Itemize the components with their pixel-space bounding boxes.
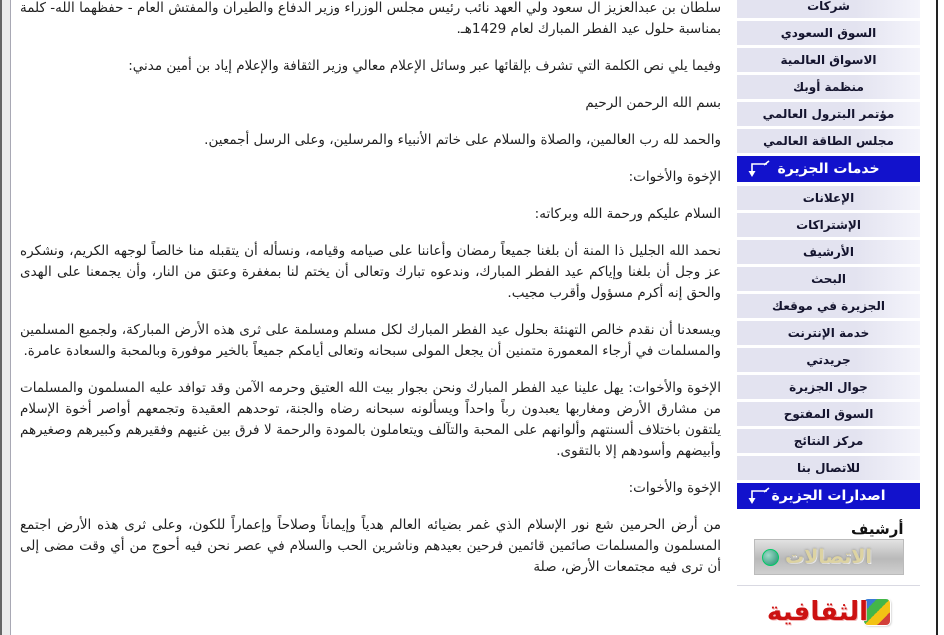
telecom-archive-logo[interactable]	[754, 521, 904, 575]
article-paragraph: ويسعدنا أن نقدم خالص التهنئة بحلول عيد الفطر المبارك لكل مسلم ومسلمة على ثرى هذه الأرض المباركة، ولجميع المسلمين والمسلمات في أرجاء المعمورة متمنين أن يجعل المولى سبحانه وتعالى أيامكم جميعاً بالخير موفورة وبالمحبة والسعادة عامرة.	[20, 322, 721, 359]
article-body	[20, 0, 721, 594]
article-paragraph: من أرض الحرمين شع نور الإسلام الذي غمر بضيائه العالم هدياً وإيماناً وصلاحاً وإعماراً للكون، وعلى ثرى هذه الأرض اجتمع المسلمون والمسلمات صائمين قائمين فرحين بعيدهم وناشرين الحب والسلام في عصر نحن فيه أحوج من أي وقت مضى إلى أن ترى فيه مجتمعات الأرض، صلة	[20, 517, 721, 575]
article-paragraph: وفيما يلي نص الكلمة التي تشرف بإلقائها عبر وسائل الإعلام معالي وزير الثقافة والإعلام إياد بن أمين مدني:	[128, 58, 721, 74]
article-paragraph: الإخوة والأخوات: يهل علينا عيد الفطر المبارك ونحن بجوار بيت الله العتيق وحرمه الآمن وقد توافد عليه المسلمون والمسلمات من مشارق الأرض ومغاربها يعبدون رباً واحداً ويسألونه سبحانه رضاه والجنة، توحدهم العقيدة وتجمعهم أواصر أخوة الإسلام يلتقون باختلاف ألسنتهم وألوانهم على المحبة والتآلف ويتعاملون بالمودة والرحمة لا فرق بين غنيهم وفقيرهم وكبيرهم وصغيرهم وأبيضهم وأسودهم إلا بالتقوى.	[20, 380, 721, 459]
telecom-archive-title: أرشيف	[850, 520, 904, 538]
culture-logo-wordmark: الثقافية	[766, 597, 869, 627]
article-paragraph: السلام عليكم ورحمة الله وبركاته:	[534, 206, 721, 222]
corner-down-arrow-icon	[744, 487, 770, 505]
sidebar-nav-item[interactable]: خدمة الإنترنت	[737, 321, 920, 345]
sidebar-nav-item[interactable]: مؤتمر البترول العالمي	[737, 102, 920, 126]
article-paragraph: نحمد الله الجليل ذا المنة أن بلغنا جميعاً رمضان وأعاننا على صيامه وقيامه، ونسأله أن يتقبله منا خالصاً لوجهه الكريم، ونشكره عز وجل أن بلغنا وإياكم عيد الفطر المبارك، وندعوه تبارك وتعالى أن يختم لنا بمغفرة وعتق من النار، وأن يجمعنا على الهدى والحق إنه أكرم مسؤول وأقرب مجيب.	[20, 243, 721, 301]
article-paragraph: بسم الله الرحمن الرحيم	[585, 95, 721, 111]
sidebar-nav-item[interactable]: السوق السعودي	[737, 21, 920, 45]
sidebar	[737, 0, 920, 626]
sidebar-logo-divider	[737, 585, 920, 586]
sidebar-nav-item[interactable]: للاتصال بنا	[737, 456, 920, 480]
sidebar-header-publications[interactable]	[737, 483, 920, 509]
sidebar-nav-item[interactable]: جوال الجزيرة	[737, 375, 920, 399]
sidebar-nav-item[interactable]: شركات	[737, 0, 920, 18]
sidebar-nav-item[interactable]: منظمة أوبك	[737, 75, 920, 99]
article-paragraph: سلطان بن عبدالعزيز ال سعود ولي العهد نائب رئيس مجلس الوزراء وزير الدفاع والطيران والمفتش العام - حفظهما الله- كلمة بمناسبة حلول عيد الفطر المبارك لعام 1429هـ.	[20, 0, 721, 37]
sidebar-nav-item[interactable]: مركز النتائج	[737, 429, 920, 453]
sidebar-nav-item[interactable]: الأرشيف	[737, 240, 920, 264]
corner-down-arrow-icon	[744, 160, 770, 178]
telecom-logo-emblem-icon	[762, 549, 779, 566]
sidebar-nav-item[interactable]: الإشتراكات	[737, 213, 920, 237]
sidebar-nav-top	[737, 0, 920, 153]
sidebar-header-label: اصدارات الجزيرة	[771, 488, 886, 504]
sidebar-nav-item[interactable]: السوق المفتوح	[737, 402, 920, 426]
article-paragraph: والحمد لله رب العالمين، والصلاة والسلام على خاتم الأنبياء والمرسلين، وعلى الرسل أجمعين.	[204, 132, 721, 148]
article-paragraph: الإخوة والأخوات:	[628, 169, 721, 185]
sidebar-header-services[interactable]	[737, 156, 920, 182]
sidebar-nav-item[interactable]: الجزيرة في موقعك	[737, 294, 920, 318]
page-right-border	[936, 0, 938, 635]
sidebar-nav-item[interactable]: الاسواق العالمية	[737, 48, 920, 72]
sidebar-header-label: خدمات الجزيرة	[777, 161, 880, 177]
sidebar-nav-item[interactable]: الإعلانات	[737, 186, 920, 210]
sidebar-nav-item[interactable]: جريدتي	[737, 348, 920, 372]
telecom-archive-wordmark: الاتصالات	[785, 546, 872, 568]
sidebar-nav-services	[737, 186, 920, 480]
page-left-border	[0, 0, 11, 635]
sidebar-nav-item[interactable]: مجلس الطاقة العالمي	[737, 129, 920, 153]
telecom-archive-banner	[754, 539, 904, 575]
sidebar-nav-item[interactable]: البحث	[737, 267, 920, 291]
article-paragraph: الإخوة والأخوات:	[628, 480, 721, 496]
culture-magazine-logo[interactable]	[737, 598, 920, 626]
